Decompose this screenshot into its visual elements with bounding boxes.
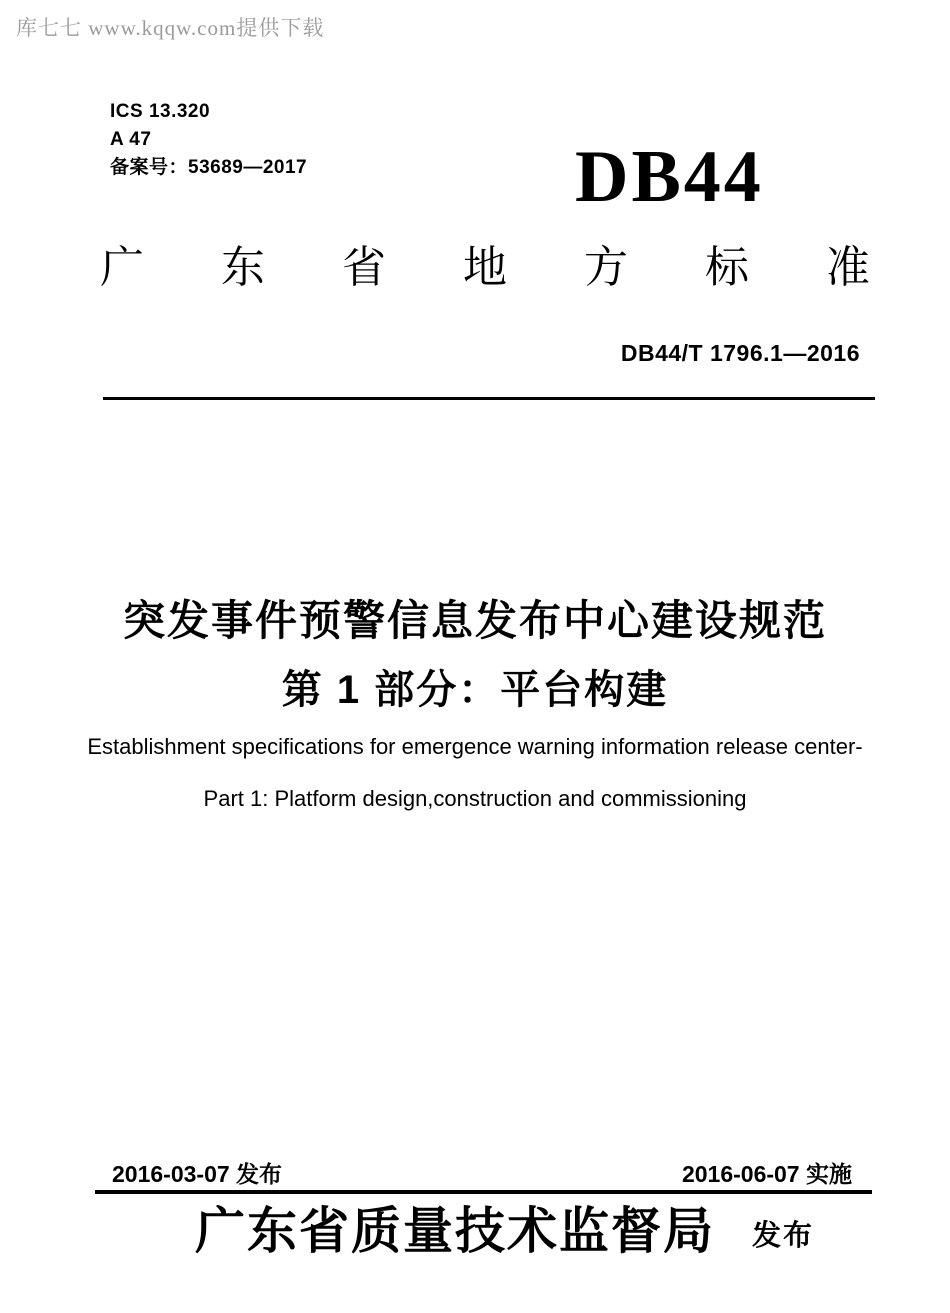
publish-label: 发布 (752, 1220, 815, 1252)
standard-type-char: 准 (826, 243, 870, 292)
document-subtitle-cn: 第 1 部分：平台构建 (281, 668, 669, 712)
document-title-cn: 突发事件预警信息发布中心建设规范 (122, 597, 827, 644)
standard-type-char: 东 (221, 243, 265, 292)
record-number: 备案号：53689—2017 (110, 157, 308, 178)
ics-code: ICS 13.320 (110, 101, 211, 122)
standard-number: DB44/T 1796.1—2016 (620, 340, 860, 366)
standard-type-char: 广 (100, 243, 144, 292)
classification-code: A 47 (110, 129, 152, 150)
footer-divider-line (95, 1190, 872, 1194)
ics-block (110, 98, 307, 182)
standard-type-char: 方 (584, 243, 628, 292)
header-divider-line (103, 397, 875, 400)
standard-type-char: 省 (342, 243, 386, 292)
document-title-en: Establishment specifications for emergence warning information release center- (87, 734, 863, 759)
standard-logo: DB44 (575, 136, 764, 218)
watermark-text: 库七七 www.kqqw.com提供下载 (16, 16, 325, 40)
implementation-date: 2016-06-07 实施 (681, 1161, 852, 1187)
issue-date: 2016-03-07 发布 (112, 1161, 283, 1187)
document-subtitle-en: Part 1: Platform design,construction and commissioning (203, 786, 747, 811)
standard-type-char: 标 (705, 243, 749, 292)
standard-type-title (100, 243, 870, 292)
publisher-name: 广东省质量技术监督局 (195, 1203, 715, 1259)
standard-type-char: 地 (463, 243, 507, 292)
